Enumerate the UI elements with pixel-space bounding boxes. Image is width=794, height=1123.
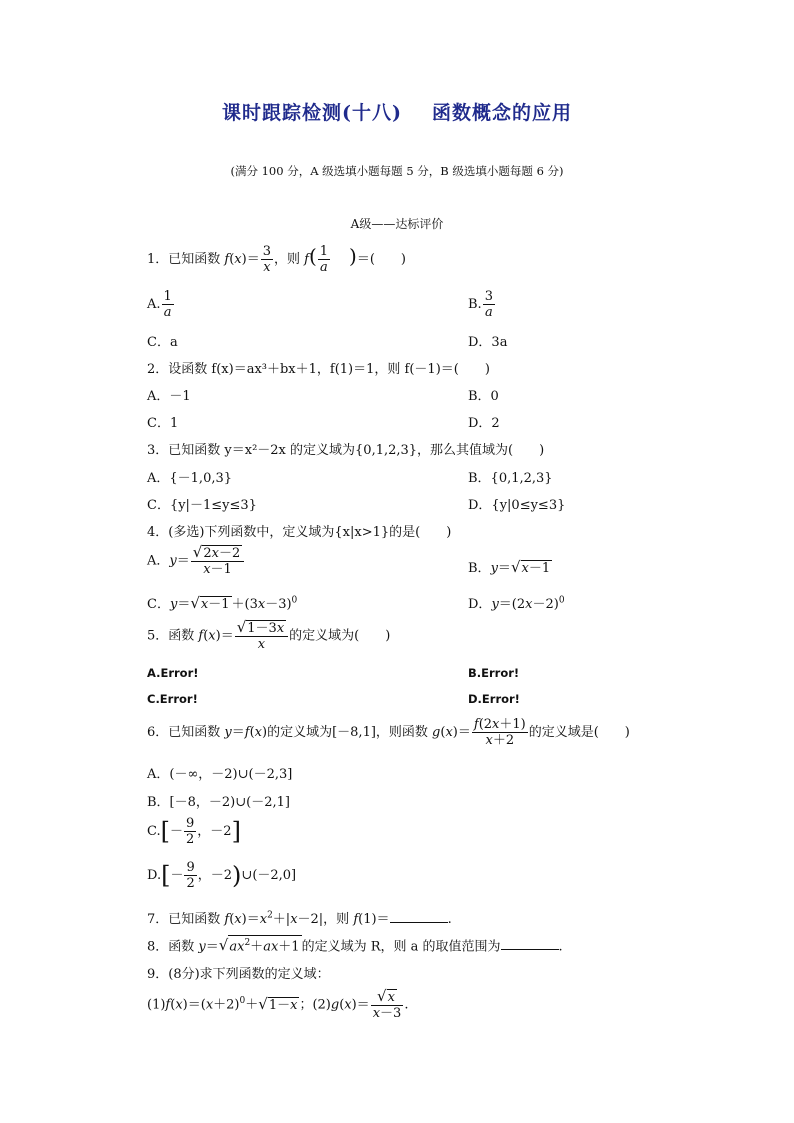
question-7-stem: 7．已知函数 $f(x)=x^2+|x-2|$，则 f(1)＝ . [147,910,452,927]
question-5-option-a: A.Error! [147,666,199,680]
question-5-option-b: B.Error! [468,666,520,680]
level-heading: A级——达标评价 [350,217,444,231]
question-3-option-a: A．{－1,0,3} [147,471,233,486]
question-5-stem: 5．函数 f(x)＝ $\frac{√1-3x}{x}$ 的定义域为( ) [147,618,391,652]
question-2-stem: 2．设函数 f(x)＝ax³＋bx＋1，f(1)＝1，则 f(－1)＝( ) [147,362,490,377]
question-4-option-b: B．y＝√x－1 [468,558,551,576]
question-3-option-c: C．{y|－1≤y≤3} [147,498,257,513]
page-title: 课时跟踪检测(十八) 函数概念的应用 [222,102,572,124]
question-9-parts: $(1)f(x)=(x+2)^0+√1-x$ ；(2)g(x)＝ $\frac{√x}{x-3}$ . [147,987,409,1021]
question-1-option-a: A. $\frac{1}{a}$ [147,289,172,320]
question-6-option-b: B．[－8，－2)∪(－2,1] [147,795,290,810]
question-8-stem: 8．函数 $y=√ax^2+ax+1$ 的定义域为 R，则 a 的取值范围为 . [147,936,563,955]
question-4-option-c: C．$y=√x-1 +(3x-3)^0$ [147,594,298,612]
question-1-option-c: C．a [147,335,178,350]
question-6-option-c: C.[－ $\frac{9}{2}$ ，－2] [147,816,241,847]
question-6-option-a: A．(－∞，－2)∪(－2,3] [147,767,293,782]
question-1-option-d: D．3a [468,335,508,350]
question-4-stem: 4．(多选)下列函数中，定义域为{x|x>1}的是( ) [147,525,452,540]
question-3-stem: 3．已知函数 y＝x²－2x 的定义域为{0,1,2,3}，那么其值域为( ) [147,443,545,458]
question-4-option-d: D．$y=(2x-2)^0$ [468,595,565,612]
question-6-stem: 6．已知函数 y＝f(x)的定义域为[－8,1]，则函数 g(x)＝ $\frac{f(2x+1)}{x+2}$ 的定义域是( ) [147,717,630,748]
question-5-option-c: C.Error! [147,692,198,706]
question-9-stem: 9．(8分)求下列函数的定义域： [147,967,330,982]
answer-blank[interactable] [390,910,448,923]
answer-blank[interactable] [501,937,559,950]
question-2-option-c: C．1 [147,416,179,431]
question-2-option-d: D．2 [468,416,500,431]
question-1-stem: 1．已知函数 f(x)＝ $\frac{3}{x}$ ，则 f( $\frac{1}{a}$ )＝( ) [147,244,407,275]
question-6-option-d: D.[－ $\frac{9}{2}$ ，－2)∪(－2,0] [147,860,297,891]
question-3-option-b: B．{0,1,2,3} [468,471,553,486]
question-2-option-b: B．0 [468,389,499,404]
question-3-option-d: D．{y|0≤y≤3} [468,498,566,513]
question-2-option-a: A．－1 [147,389,191,404]
question-5-option-d: D.Error! [468,692,520,706]
score-note: (满分 100 分，A 级选填小题每题 5 分，B 级选填小题每题 6 分) [230,164,564,178]
question-1-option-b: B. $\frac{3}{a}$ [468,289,493,320]
question-4-option-a: A．y＝ $\frac{√2x-2}{x-1}$ [147,545,245,577]
